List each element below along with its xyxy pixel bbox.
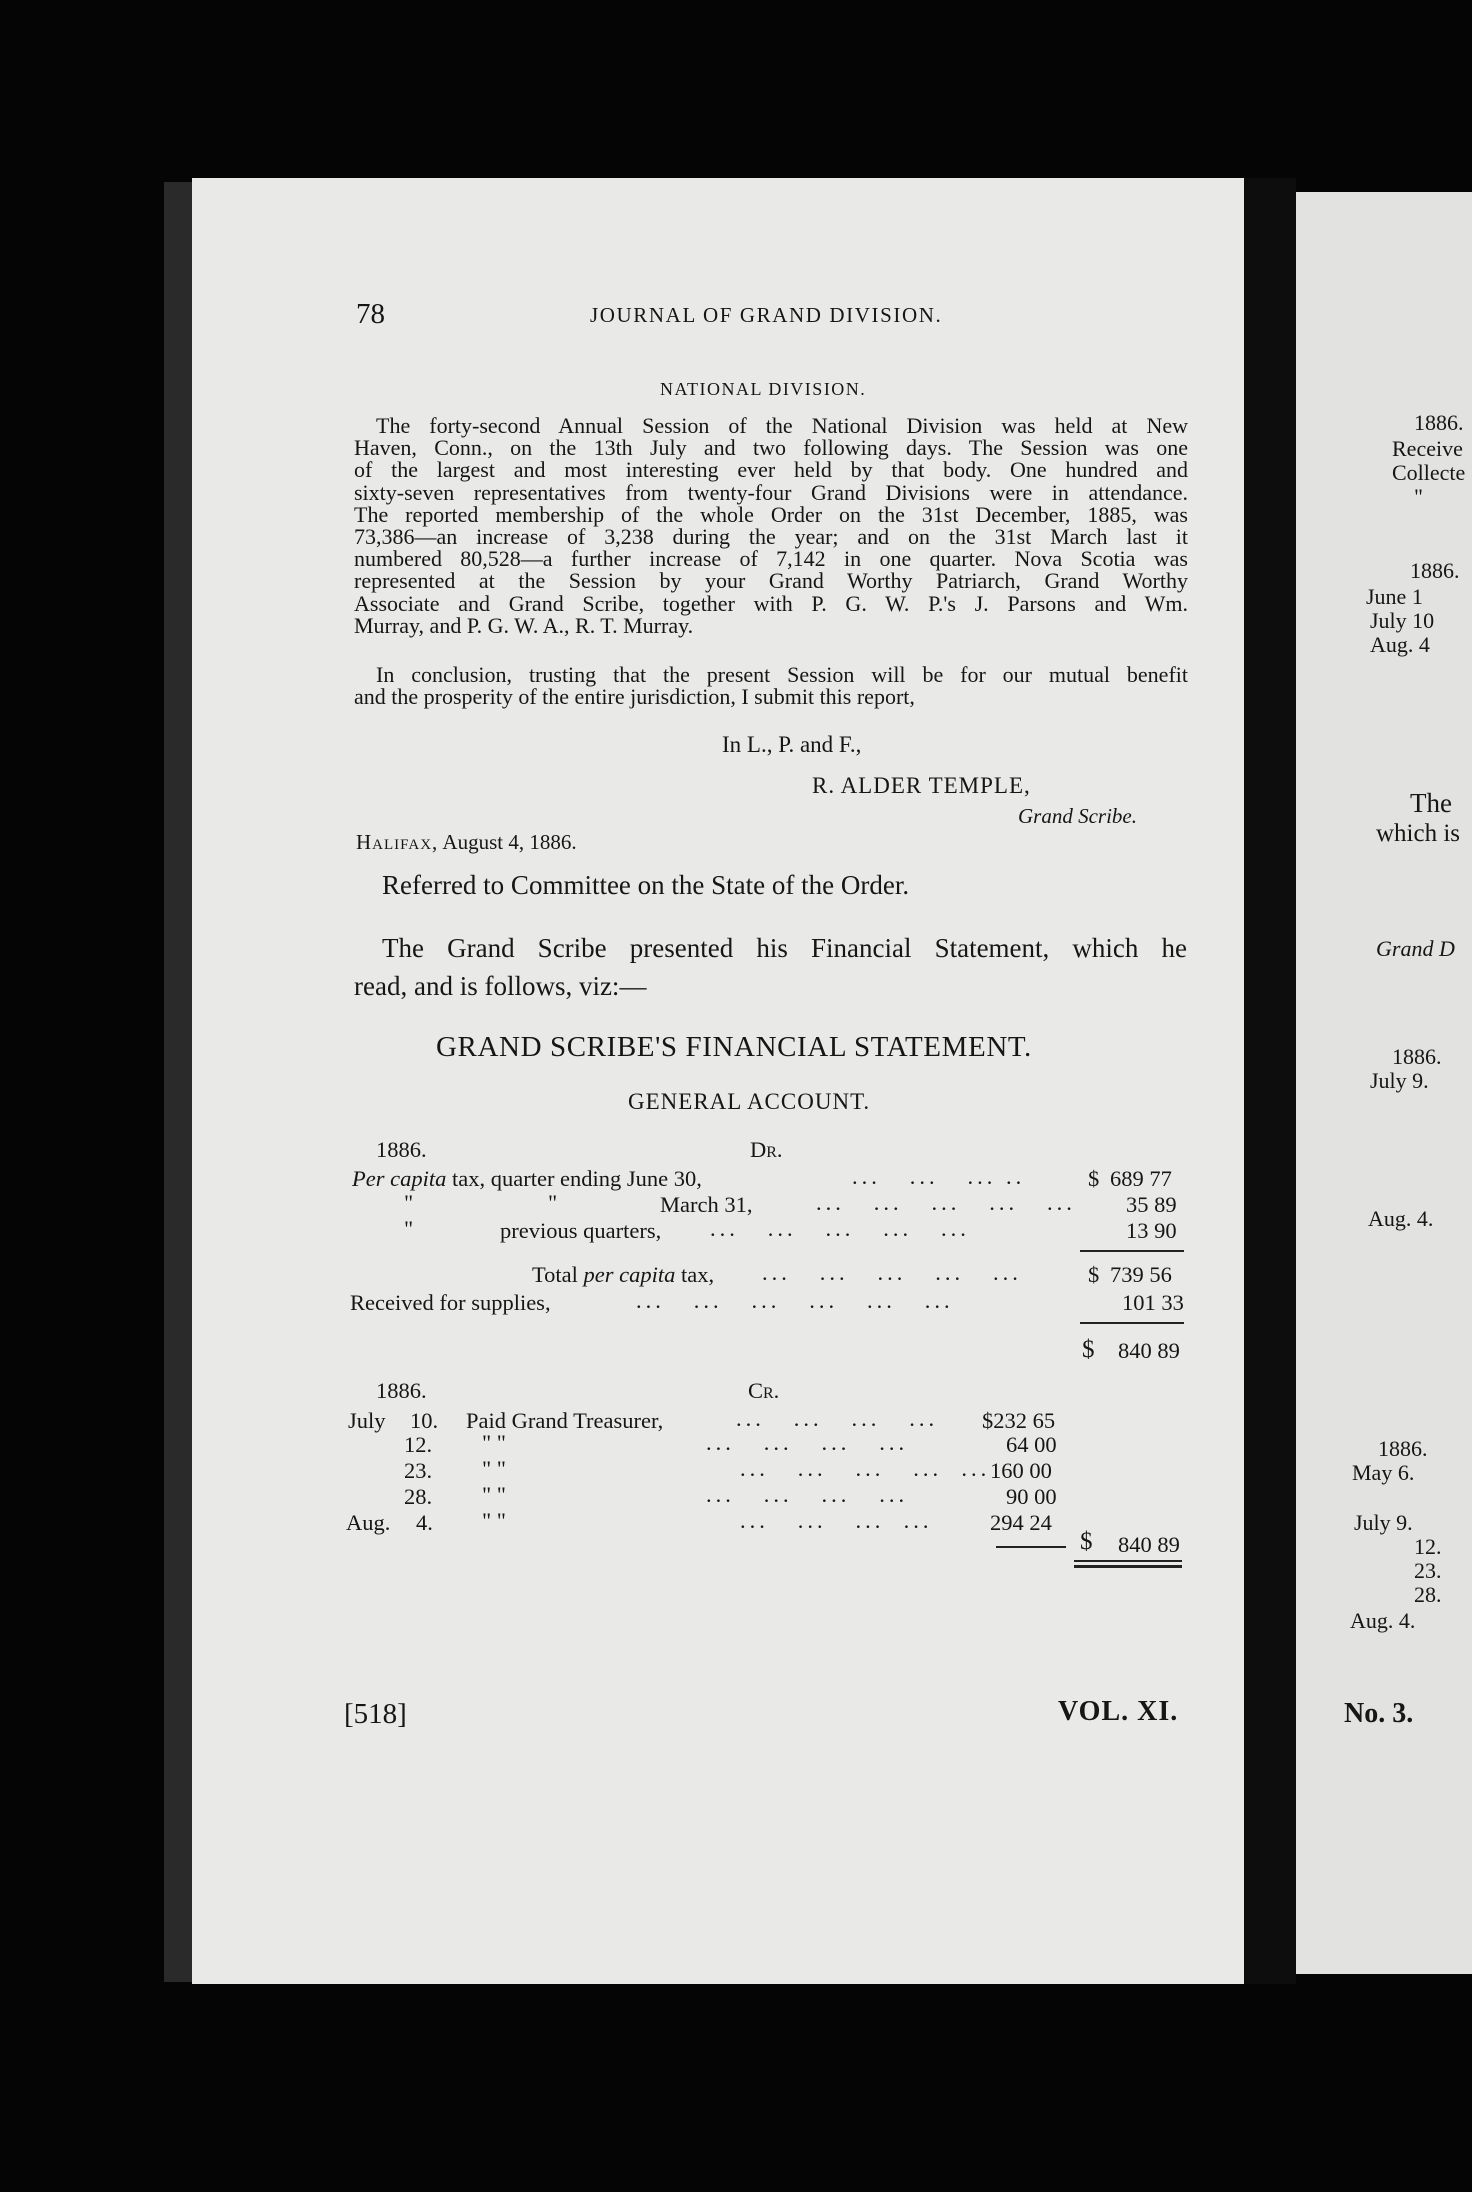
- credit-sum-rule: [996, 1546, 1066, 1548]
- conclusion-line: In conclusion, trusting that the present Session will be for our mutual benefit: [376, 662, 1188, 687]
- facing-text: 1886.: [1410, 558, 1460, 583]
- ledger-dollar-sign: $: [1088, 1166, 1100, 1191]
- leader-dots: ... ... ... ..: [852, 1164, 1026, 1189]
- paragraph-line: represented at the Session by your Grand Worthy Patriarch, Grand Worthy: [354, 568, 1188, 594]
- national-division-paragraph: [354, 415, 1188, 637]
- page-spine-shadow: [164, 182, 194, 1982]
- paragraph-line: of the largest and most interesting ever held by that body. One hundred and: [354, 457, 1188, 483]
- ledger-amount: 101 33: [1122, 1290, 1184, 1315]
- facing-text: 12.: [1414, 1534, 1442, 1559]
- ledger-row-label: previous quarters,: [500, 1218, 662, 1243]
- facing-text: Aug. 4.: [1368, 1206, 1434, 1231]
- ledger-amount: 13 90: [1126, 1218, 1177, 1243]
- leader-dots: ... ... ... ... ...: [762, 1260, 1022, 1285]
- ledger-amount: 689 77: [1110, 1166, 1172, 1191]
- ditto-mark: ": [404, 1190, 414, 1215]
- credit-amount: 90 00: [1006, 1484, 1057, 1509]
- debit-year: 1886.: [376, 1137, 427, 1162]
- conclusion-line: and the prosperity of the entire jurisdiction, I submit this report,: [354, 684, 915, 710]
- facing-text: ": [1414, 484, 1423, 509]
- ditto-mark: ": [548, 1190, 558, 1215]
- paragraph-line: numbered 80,528—a further increase of 7,142 in one quarter. Nova Scotia was: [354, 546, 1188, 572]
- total-label: Total per capita tax,: [532, 1262, 715, 1287]
- ditto-mark: ": [404, 1216, 414, 1241]
- running-title: JOURNAL OF GRAND DIVISION.: [590, 303, 943, 327]
- paragraph-line: Murray, and P. G. W. A., R. T. Murray.: [354, 612, 694, 638]
- double-rule: [1074, 1560, 1182, 1562]
- ledger-amount: 739 56: [1110, 1262, 1172, 1287]
- facing-text: 28.: [1414, 1582, 1442, 1607]
- facing-text: 23.: [1414, 1558, 1442, 1583]
- facing-text: No. 3.: [1344, 1698, 1414, 1729]
- facing-text: May 6.: [1352, 1460, 1415, 1485]
- paragraph-line: Haven, Conn., on the 13th July and two following days. The Session was one: [354, 435, 1188, 461]
- ledger-dollar-sign: $: [1080, 1528, 1093, 1555]
- credit-day: 23.: [404, 1458, 433, 1483]
- facing-text: June 1: [1366, 584, 1423, 609]
- facing-text: Aug. 4: [1370, 632, 1430, 657]
- credit-amount: 64 00: [1006, 1432, 1057, 1457]
- credit-day: 4.: [416, 1510, 433, 1535]
- credit-month: July: [348, 1408, 386, 1433]
- leader-dots: ... ... ... ... ...: [710, 1216, 970, 1241]
- book-gutter: [1244, 178, 1296, 1984]
- paragraph-line: 73,386—an increase of 3,238 during the year; and on the 31st March last it: [354, 524, 1188, 550]
- facing-text: The: [1410, 788, 1452, 818]
- leader-dots: ... ... ... ... ... ...: [636, 1288, 954, 1313]
- account-title: GENERAL ACCOUNT.: [628, 1089, 871, 1114]
- intro-line: read, and is follows, viz:—: [354, 971, 647, 1001]
- ledger-dollar-sign: $: [1088, 1262, 1100, 1287]
- leader-dots: ... ... ... ...: [706, 1430, 909, 1455]
- paragraph-line: sixty-seven representatives from twenty-four Grand Divisions were in attendance.: [354, 479, 1188, 505]
- facing-text: Grand D: [1376, 936, 1455, 961]
- debit-side-label: Dr.: [750, 1137, 783, 1162]
- subtotal-rule: [1080, 1250, 1184, 1252]
- facing-text: 1886.: [1414, 410, 1464, 435]
- section-heading: NATIONAL DIVISION.: [660, 379, 867, 399]
- referral-note: Referred to Committee on the State of the Order.: [382, 870, 910, 900]
- signer-name: R. ALDER TEMPLE,: [812, 773, 1031, 798]
- place: Halifax,: [356, 830, 439, 854]
- credit-description: " ": [482, 1456, 506, 1481]
- paragraph-line: Associate and Grand Scribe, together with P. G. W. P.'s J. Parsons and Wm.: [354, 590, 1188, 616]
- credit-year: 1886.: [376, 1378, 427, 1403]
- intro-paragraph: [354, 929, 1187, 1005]
- dateline: [356, 830, 577, 855]
- volume-label: VOL. XI.: [1058, 1696, 1179, 1727]
- credit-amount: 160 00: [990, 1458, 1052, 1483]
- credit-amount: $232 65: [982, 1408, 1056, 1433]
- leader-dots: ... ... ... ...: [736, 1406, 939, 1431]
- credit-description: " ": [482, 1482, 506, 1507]
- credit-day: 12.: [404, 1432, 433, 1457]
- ledger-row-label: March 31,: [660, 1192, 753, 1217]
- double-rule: [1074, 1565, 1182, 1568]
- credit-description: Paid Grand Treasurer,: [466, 1408, 664, 1433]
- ledger-row-label: Per capita tax, quarter ending June 30,: [352, 1166, 702, 1191]
- facing-text: July 9.: [1370, 1068, 1429, 1093]
- paragraph-line: The forty-second Annual Session of the National Division was held at New: [376, 413, 1188, 438]
- credit-grand-total: 840 89: [1118, 1532, 1180, 1557]
- leader-dots: ... ... ... ... ...: [740, 1456, 991, 1481]
- credit-day: 10.: [410, 1408, 439, 1433]
- credit-amount: 294 24: [990, 1510, 1052, 1535]
- statement-title: GRAND SCRIBE'S FINANCIAL STATEMENT.: [436, 1031, 1032, 1063]
- facing-page: [1296, 192, 1472, 1974]
- signature-mark: [518]: [344, 1698, 407, 1730]
- leader-dots: ... ... ... ...: [706, 1482, 909, 1507]
- leader-dots: ... ... ... ...: [740, 1508, 933, 1533]
- credit-day: 28.: [404, 1484, 433, 1509]
- salutation: In L., P. and F.,: [722, 732, 862, 757]
- facing-text: which is: [1376, 820, 1461, 847]
- facing-text: July 9.: [1354, 1510, 1413, 1535]
- credit-description: " ": [482, 1508, 506, 1533]
- facing-text: July 10: [1370, 608, 1435, 633]
- facing-text: 1886.: [1378, 1436, 1428, 1461]
- credit-side-label: Cr.: [748, 1378, 780, 1403]
- total-rule: [1080, 1322, 1184, 1324]
- facing-text: 1886.: [1392, 1044, 1442, 1069]
- facing-text: Receive: [1392, 436, 1463, 461]
- intro-line: The Grand Scribe presented his Financial Statement, which he: [382, 933, 1187, 963]
- ledger-amount: 35 89: [1126, 1192, 1177, 1217]
- facing-text: Aug. 4.: [1350, 1608, 1416, 1633]
- credit-description: " ": [482, 1430, 506, 1455]
- signer-title: Grand Scribe.: [1018, 804, 1137, 828]
- supplies-label: Received for supplies,: [350, 1290, 551, 1315]
- conclusion-paragraph: [354, 664, 1188, 708]
- credit-month: Aug.: [346, 1510, 391, 1535]
- facing-text: Collecte: [1392, 460, 1466, 485]
- date: August 4, 1886.: [442, 830, 577, 854]
- ledger-dollar-sign: $: [1082, 1336, 1095, 1363]
- page-number: 78: [356, 298, 385, 330]
- debit-grand-total: 840 89: [1118, 1338, 1180, 1363]
- leader-dots: ... ... ... ... ...: [816, 1190, 1076, 1215]
- paragraph-line: The reported membership of the whole Order on the 31st December, 1885, was: [354, 501, 1188, 527]
